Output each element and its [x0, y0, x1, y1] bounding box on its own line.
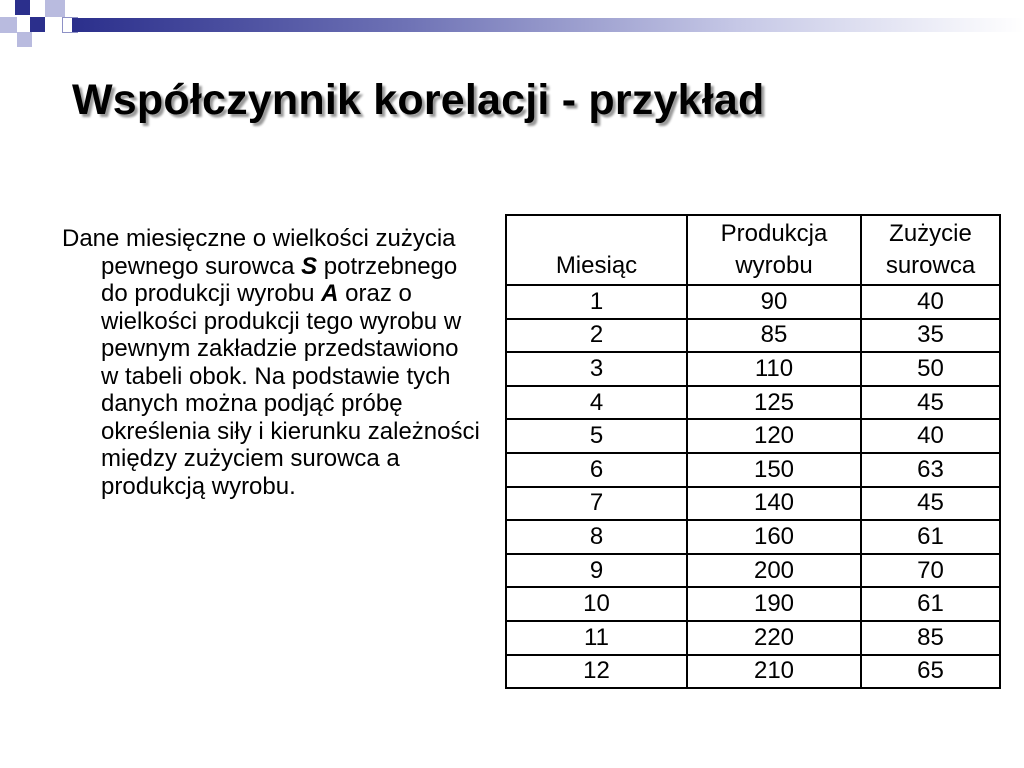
cell-usage: 40 — [861, 285, 1000, 319]
table-body — [506, 285, 1000, 688]
table-row — [506, 319, 1000, 353]
cell-month: 6 — [506, 453, 687, 487]
cell-production: 220 — [687, 621, 861, 655]
cell-production: 140 — [687, 487, 861, 521]
decor-square-5 — [17, 32, 32, 47]
cell-month: 9 — [506, 554, 687, 588]
cell-production: 190 — [687, 587, 861, 621]
description-paragraph — [62, 225, 482, 500]
decor-square-1 — [15, 0, 30, 15]
header-month: Miesiąc — [506, 215, 687, 285]
table-row — [506, 419, 1000, 453]
cell-production: 120 — [687, 419, 861, 453]
cell-usage: 45 — [861, 386, 1000, 420]
table-row — [506, 587, 1000, 621]
cell-month: 10 — [506, 587, 687, 621]
symbol-a: A — [321, 280, 339, 307]
table-row — [506, 352, 1000, 386]
table-row — [506, 554, 1000, 588]
cell-usage: 61 — [861, 587, 1000, 621]
slide-title: Współczynnik korelacji - przykład — [72, 76, 765, 124]
cell-month: 8 — [506, 520, 687, 554]
symbol-s: S — [301, 252, 318, 280]
table-row — [506, 655, 1000, 689]
header-production: Produkcja wyrobu — [687, 215, 861, 285]
cell-month: 7 — [506, 487, 687, 521]
description-part-2: potrzebnego do produkcji wyrobu — [101, 252, 458, 307]
cell-month: 5 — [506, 419, 687, 453]
cell-month: 11 — [506, 621, 687, 655]
description-part-1: Dane miesięczne o wielkości zużycia pewnego surowca — [62, 225, 456, 280]
header-usage: Zużycie surowca — [861, 215, 1000, 285]
cell-month: 1 — [506, 285, 687, 319]
cell-month: 3 — [506, 352, 687, 386]
cell-production: 150 — [687, 453, 861, 487]
decor-square-3 — [0, 17, 17, 33]
table-row — [506, 487, 1000, 521]
cell-production: 110 — [687, 352, 861, 386]
description-text — [62, 225, 482, 500]
cell-month: 4 — [506, 386, 687, 420]
table-row — [506, 621, 1000, 655]
cell-production: 85 — [687, 319, 861, 353]
data-table — [505, 214, 1001, 689]
cell-production: 210 — [687, 655, 861, 689]
table-row — [506, 520, 1000, 554]
cell-usage: 50 — [861, 352, 1000, 386]
table-header-row — [506, 215, 1000, 285]
decor-square-2 — [45, 0, 65, 17]
cell-usage: 35 — [861, 319, 1000, 353]
cell-usage: 40 — [861, 419, 1000, 453]
cell-month: 12 — [506, 655, 687, 689]
cell-usage: 85 — [861, 621, 1000, 655]
cell-production: 160 — [687, 520, 861, 554]
cell-usage: 63 — [861, 453, 1000, 487]
cell-usage: 70 — [861, 554, 1000, 588]
cell-production: 125 — [687, 386, 861, 420]
cell-production: 200 — [687, 554, 861, 588]
cell-production: 90 — [687, 285, 861, 319]
cell-usage: 65 — [861, 655, 1000, 689]
header-gradient-bar — [72, 18, 1024, 32]
cell-usage: 45 — [861, 487, 1000, 521]
table-row — [506, 386, 1000, 420]
table-row — [506, 285, 1000, 319]
description-part-3: oraz o wielkości produkcji tego wyrobu w pewnym zakładzie przedstawiono w tabeli obok. Na podstawie tych danych można podjąć próbę określenia siły i kierunku zależności między zużyciem surowca a produkcją wyrobu. — [101, 280, 480, 500]
cell-usage: 61 — [861, 520, 1000, 554]
decor-square-4 — [30, 17, 45, 32]
table-row — [506, 453, 1000, 487]
cell-month: 2 — [506, 319, 687, 353]
